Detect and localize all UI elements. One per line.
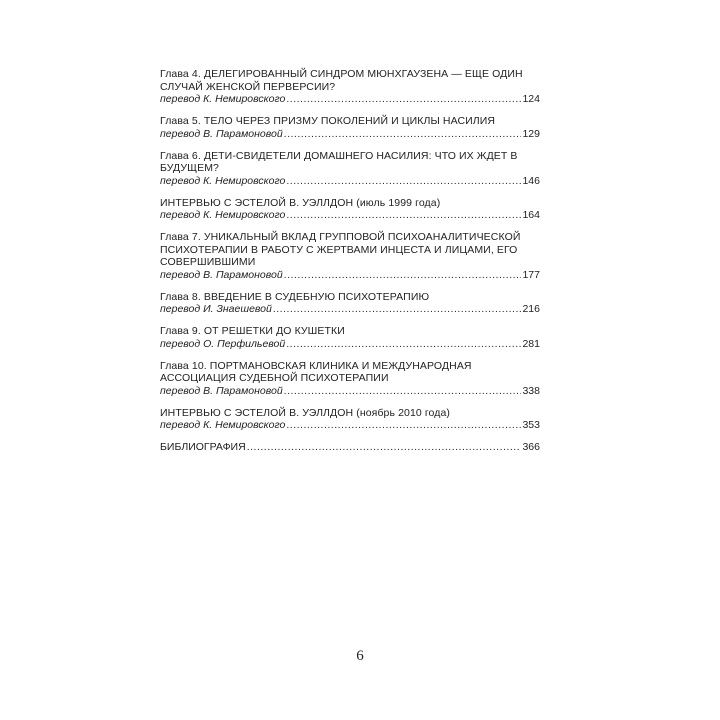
toc-entry-chapter-7 xyxy=(160,231,540,282)
entry-title: Глава 6. ДЕТИ-СВИДЕТЕЛИ ДОМАШНЕГО НАСИЛИЯ: ЧТО ИХ ЖДЕТ В БУДУЩЕМ? xyxy=(160,149,518,174)
dot-leader xyxy=(286,93,521,106)
table-of-contents xyxy=(160,68,540,463)
dot-leader xyxy=(284,269,522,282)
dot-leader xyxy=(286,338,521,351)
entry-line xyxy=(160,419,540,432)
entry-translator: перевод К. Немировского xyxy=(160,419,286,431)
entry-title: Глава 5. ТЕЛО ЧЕРЕЗ ПРИЗМУ ПОКОЛЕНИЙ И ЦИКЛЫ НАСИЛИЯ xyxy=(160,115,496,127)
entry-translator: перевод В. Парамоновой xyxy=(160,384,283,397)
entry-translator: перевод И. Знаешевой xyxy=(160,303,272,315)
entry-translator: перевод К. Немировского xyxy=(160,209,286,221)
entry-line xyxy=(160,385,540,398)
dot-leader xyxy=(286,419,521,432)
toc-entry-chapter-9 xyxy=(160,325,540,351)
dot-leader xyxy=(247,441,522,454)
entry-page: 164 xyxy=(522,209,540,221)
toc-entry-chapter-8 xyxy=(160,291,540,317)
bibliography-label: БИБЛИОГРАФИЯ xyxy=(160,441,246,453)
toc-entry-interview-1999 xyxy=(160,197,540,223)
entry-translator: перевод К. Немировского xyxy=(160,93,286,105)
entry-translator: перевод В. Парамоновой xyxy=(160,127,283,140)
entry-line xyxy=(160,303,540,316)
dot-leader xyxy=(286,175,521,188)
toc-entry-chapter-6 xyxy=(160,150,540,188)
entry-line xyxy=(160,338,540,351)
entry-page: 129 xyxy=(522,127,540,140)
entry-line xyxy=(160,209,540,222)
entry-page: 338 xyxy=(522,384,540,397)
entry-page: 177 xyxy=(522,268,540,281)
entry-page: 353 xyxy=(522,419,540,431)
dot-leader xyxy=(273,303,522,316)
entry-page: 124 xyxy=(522,93,540,105)
entry-page: 281 xyxy=(522,337,540,350)
toc-entry-chapter-4 xyxy=(160,68,540,106)
entry-translator: перевод О. Перфильевой xyxy=(160,337,286,350)
entry-title: Глава 9. ОТ РЕШЕТКИ ДО КУШЕТКИ xyxy=(160,325,345,337)
toc-entry-chapter-10 xyxy=(160,360,540,398)
entry-title: Глава 4. ДЕЛЕГИРОВАННЫЙ СИНДРОМ МЮНХГАУЗЕНА — ЕЩЕ ОДИН СЛУЧАЙ ЖЕНСКОЙ ПЕРВЕРСИИ? xyxy=(160,68,523,93)
entry-translator: перевод К. Немировского xyxy=(160,174,286,187)
entry-title: Глава 10. ПОРТМАНОВСКАЯ КЛИНИКА И МЕЖДУНАРОДНАЯ АССОЦИАЦИЯ СУДЕБНОЙ ПСИХОТЕРАПИИ xyxy=(160,359,472,384)
entry-translator: перевод В. Парамоновой xyxy=(160,268,283,281)
entry-line xyxy=(160,269,540,282)
dot-leader xyxy=(286,209,521,222)
entry-title: Глава 8. ВВЕДЕНИЕ В СУДЕБНУЮ ПСИХОТЕРАПИЮ xyxy=(160,290,430,303)
toc-entry-chapter-5 xyxy=(160,115,540,141)
toc-entry-bibliography xyxy=(160,441,540,454)
entry-line xyxy=(160,128,540,141)
entry-page: 216 xyxy=(522,303,540,315)
entry-line xyxy=(160,441,540,454)
entry-title: ИНТЕРВЬЮ С ЭСТЕЛОЙ В. УЭЛЛДОН (июль 1999 года) xyxy=(160,196,441,209)
entry-line xyxy=(160,175,540,188)
entry-title: ИНТЕРВЬЮ С ЭСТЕЛОЙ В. УЭЛЛДОН (ноябрь 2010 года) xyxy=(160,406,451,419)
dot-leader xyxy=(284,385,522,398)
dot-leader xyxy=(284,128,522,141)
page-number: 6 xyxy=(356,648,364,664)
entry-line xyxy=(160,93,540,106)
toc-entry-interview-2010 xyxy=(160,407,540,433)
entry-title: Глава 7. УНИКАЛЬНЫЙ ВКЛАД ГРУППОВОЙ ПСИХОАНАЛИТИЧЕСКОЙ ПСИХОТЕРАПИИ В РАБОТУ С ЖЕРТВАМИ ИНЦЕСТА И ЛИЦАМИ, ЕГО СОВЕРШИВШИМИ xyxy=(160,231,521,268)
entry-page: 146 xyxy=(522,174,540,187)
entry-page: 366 xyxy=(522,441,540,453)
